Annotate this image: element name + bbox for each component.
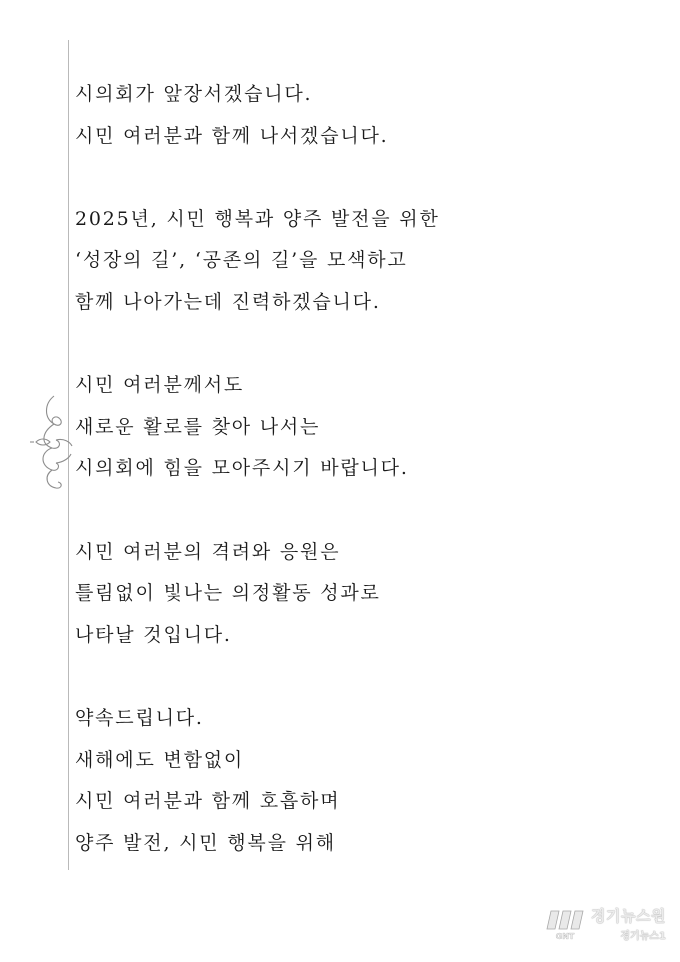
gnt-logo-icon [545,907,585,941]
letter-line: 시민 여러분께서도 [75,374,245,397]
scroll-flourish-icon [30,392,74,492]
letter-line: 2025년, 시민 행복과 양주 발전을 위한 [75,207,440,230]
letter-line: 함께 나아가는데 진력하겠습니다. [75,290,381,313]
watermark-title: 경기뉴스원 [591,907,666,925]
watermark [545,905,666,942]
letter-line: 양주 발전, 시민 행복을 위해 [75,831,336,854]
letter-line: 시민 여러분의 격려와 응원은 [75,540,341,563]
letter-line: 약속드립니다. [75,706,204,729]
letter-line: 시민 여러분과 함께 나서겠습니다. [75,124,389,147]
letter-line: 틀림없이 빛나는 의정활동 성과로 [75,582,381,605]
watermark-subtitle: 경기뉴스1 [620,931,666,942]
paragraph-gap [75,656,635,698]
paragraph-gap [75,157,635,199]
letter-line: 새해에도 변함없이 [75,748,245,771]
letter-line: 시의회에 힘을 모아주시기 바랍니다. [75,457,409,480]
letter-line: 시의회가 앞장서겠습니다. [75,83,313,105]
paragraph-gap [75,324,635,366]
letter-line: 나타날 것입니다. [75,623,232,646]
svg-text:GNT: GNT [555,931,575,941]
letter-line: 시민 여러분과 함께 호흡하며 [75,790,341,813]
letter-line: ‘성장의 길’, ‘공존의 길’을 모색하고 [75,249,408,272]
paragraph-gap [75,490,635,532]
letter-body [75,74,635,864]
letter-line: 새로운 활로를 찾아 나서는 [75,415,321,438]
